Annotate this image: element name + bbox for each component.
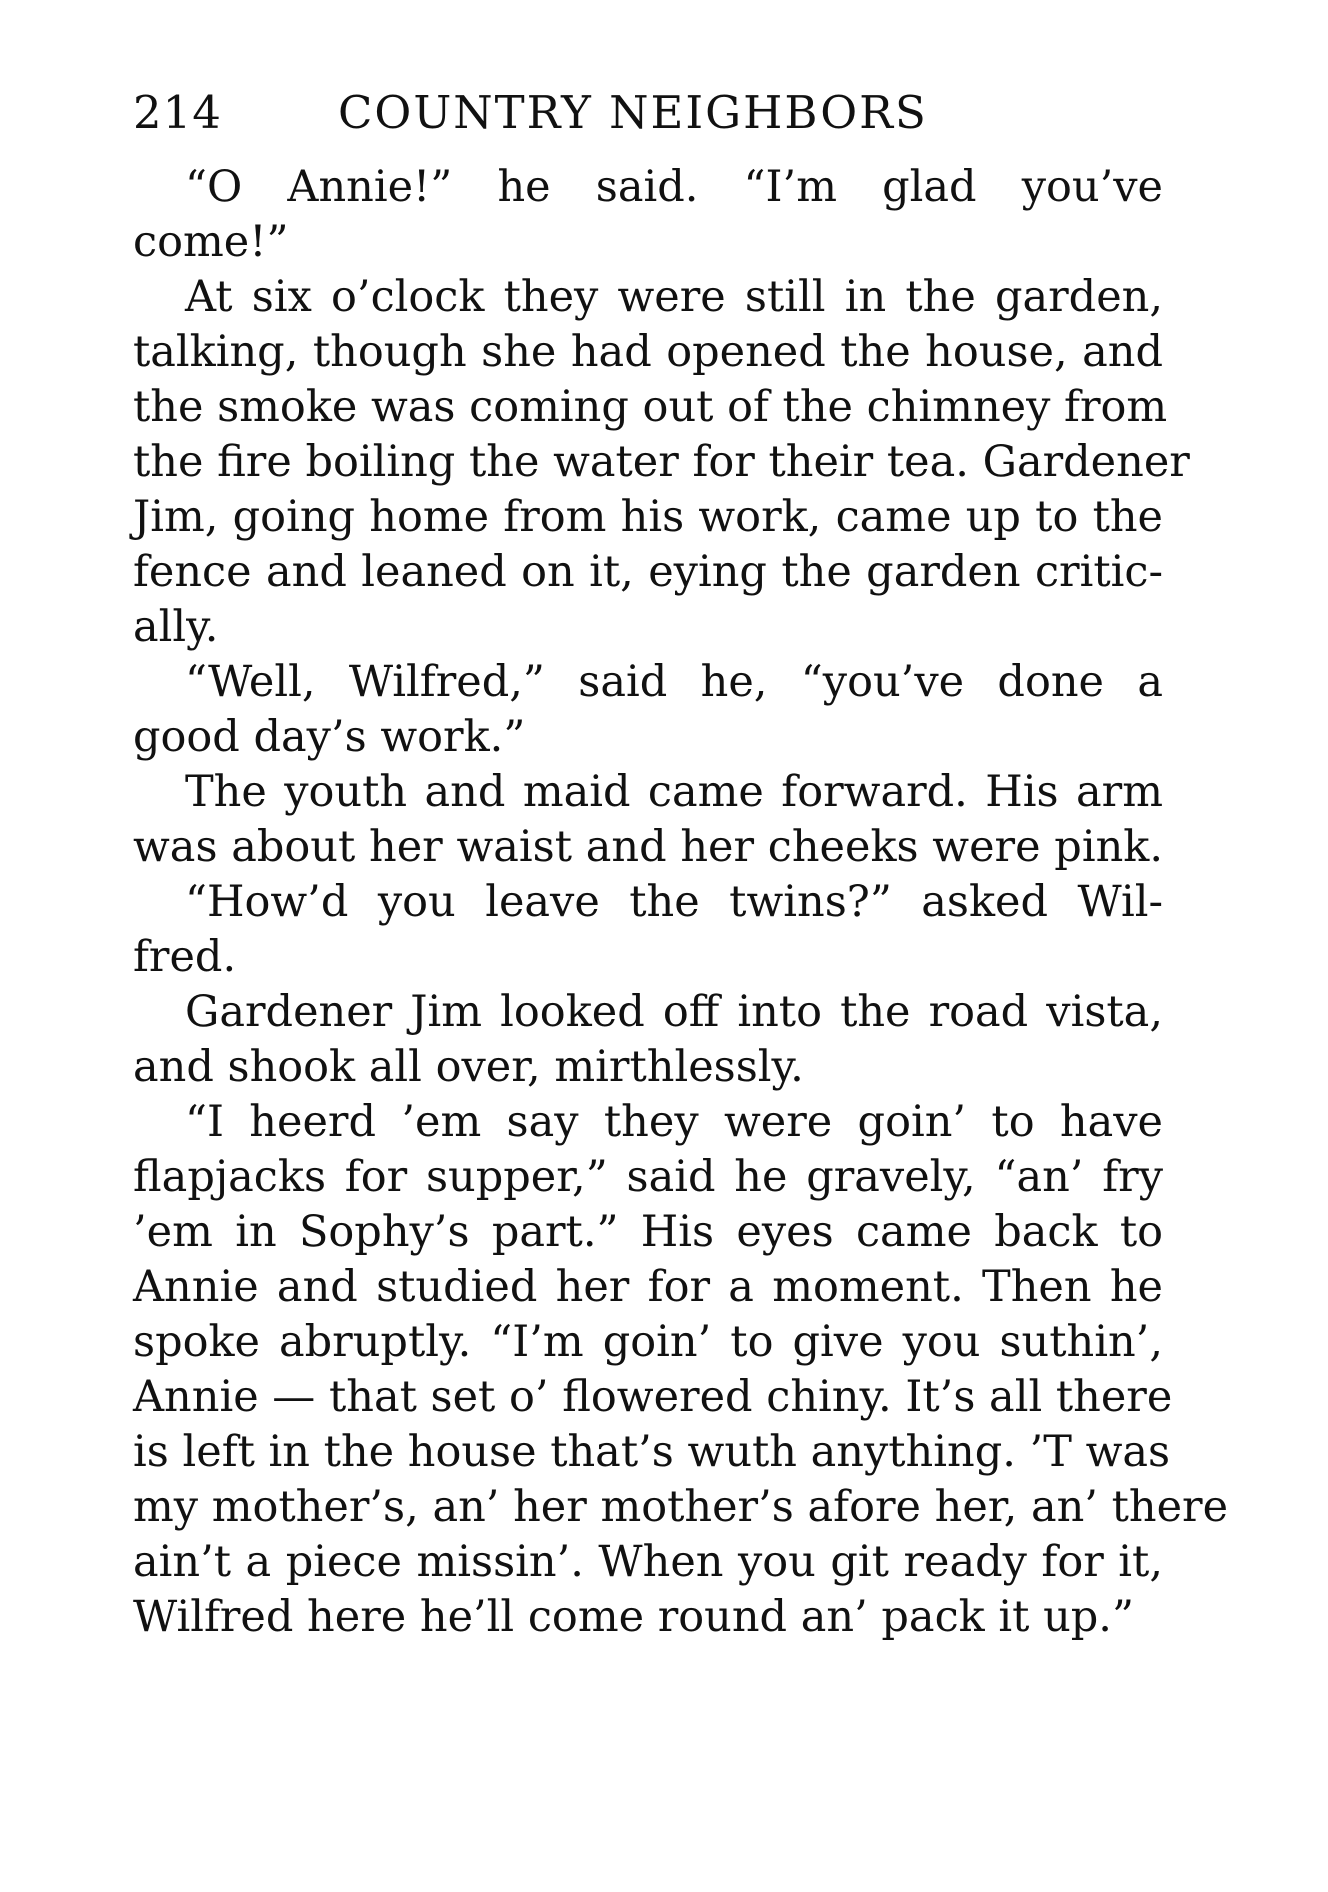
text-line: spoke abruptly. “I’m goin’ to give you suthin’, <box>133 1317 1163 1367</box>
text-line: Gardener Jim looked off into the road vista, <box>185 987 1163 1037</box>
text-line: and shook all over, mirthlessly. <box>133 1042 804 1092</box>
text-line: the fire boiling the water for their tea. Gardener <box>133 437 1190 487</box>
text-line: Wilfred here he’ll come round an’ pack it up.” <box>133 1592 1134 1642</box>
page-number: 214 <box>133 86 222 139</box>
text-line: my mother’s, an’ her mother’s afore her, an’ there <box>133 1482 1229 1532</box>
text-line: Annie — that set o’ flowered chiny. It’s all there <box>133 1372 1173 1422</box>
text-line: was about her waist and her cheeks were pink. <box>133 822 1163 872</box>
text-line: fence and leaned on it, eying the garden critic- <box>133 547 1163 597</box>
text-line: is left in the house that’s wuth anything. ’T was <box>133 1427 1171 1477</box>
text-line: talking, though she had opened the house, and <box>133 327 1163 377</box>
text-line: Jim, going home from his work, came up to the <box>133 492 1163 542</box>
body-text <box>133 160 1229 1645</box>
text-line: flapjacks for supper,” said he gravely, “an’ fry <box>133 1152 1163 1202</box>
text-line: “O Annie!” he said. “I’m glad you’ve <box>185 162 1163 212</box>
text-line: “Well, Wilfred,” said he, “you’ve done a <box>185 657 1163 707</box>
book-title: COUNTRY NEIGHBORS <box>338 86 928 139</box>
text-line: good day’s work.” <box>133 712 526 762</box>
text-line: The youth and maid came forward. His arm <box>185 767 1163 817</box>
text-line: ally. <box>133 602 219 652</box>
text-line: fred. <box>133 932 237 982</box>
text-line: Annie and studied her for a moment. Then he <box>133 1262 1163 1312</box>
text-line: ’em in Sophy’s part.” His eyes came back to <box>133 1207 1163 1257</box>
text-line: “I heerd ’em say they were goin’ to have <box>185 1097 1163 1147</box>
text-line: “How’d you leave the twins?” asked Wil- <box>185 877 1163 927</box>
text-line: ain’t a piece missin’. When you git ready for it, <box>133 1537 1163 1587</box>
text-line: the smoke was coming out of the chimney from <box>133 382 1168 432</box>
running-head <box>133 78 1163 148</box>
text-line: come!” <box>133 217 289 267</box>
text-line: At six o’clock they were still in the garden, <box>185 272 1163 322</box>
